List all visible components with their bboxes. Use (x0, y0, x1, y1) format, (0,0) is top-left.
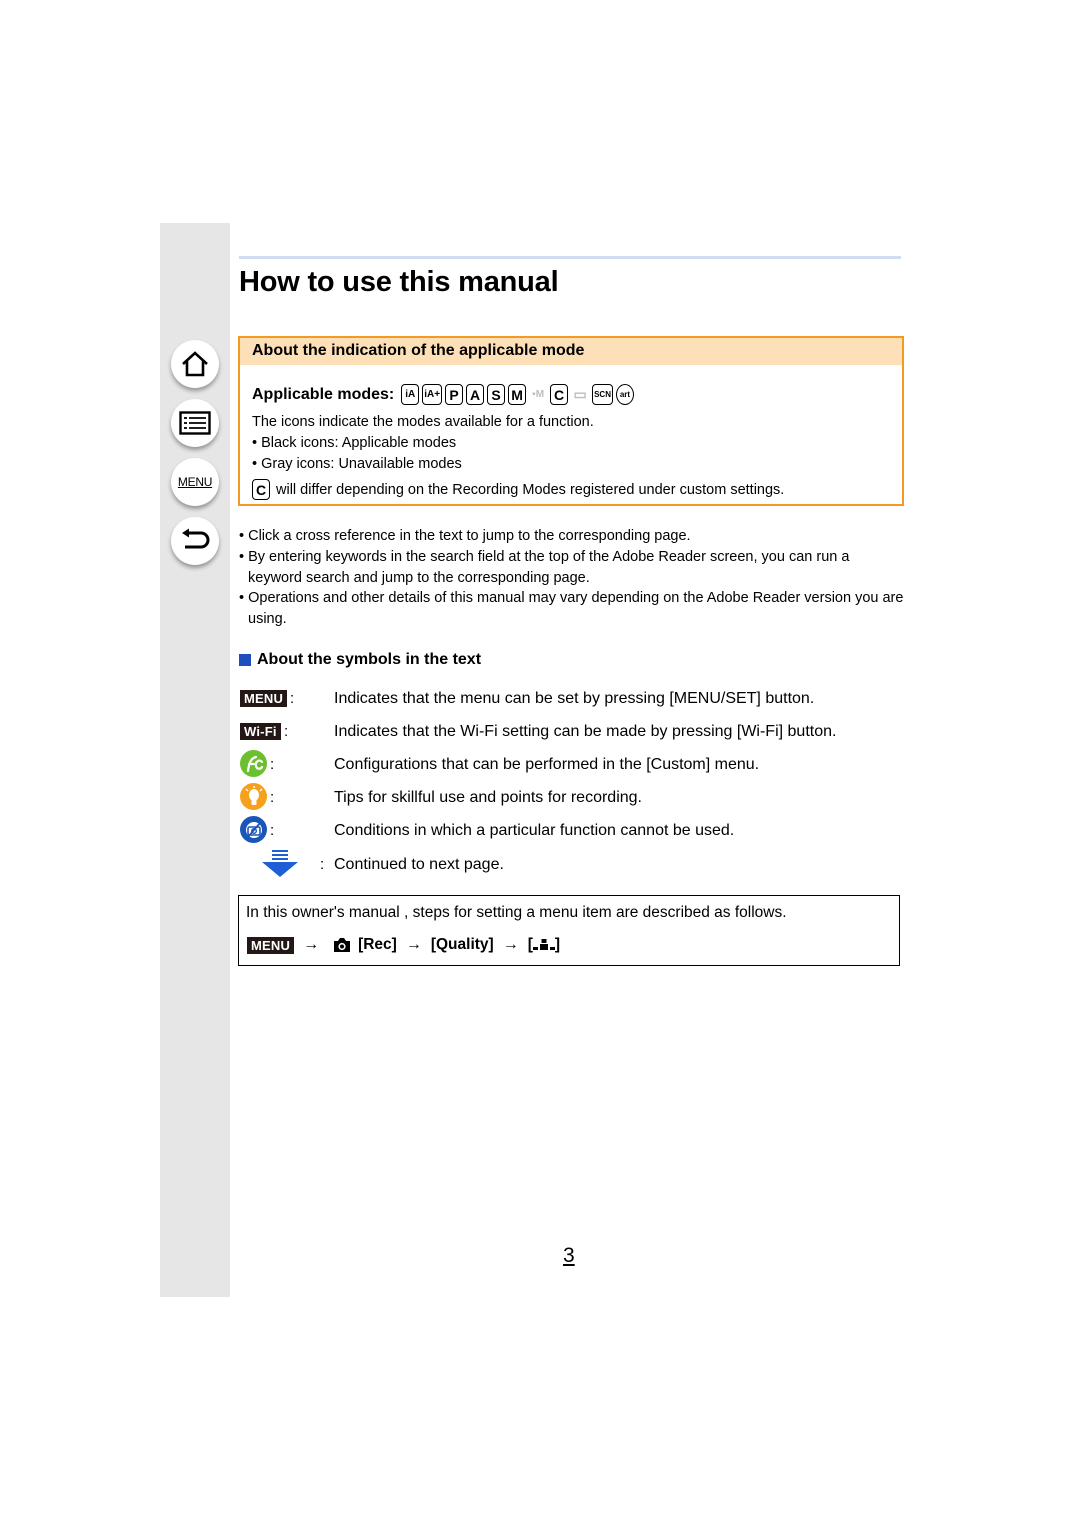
list-item: • By entering keywords in the search field at the top of the Adobe Reader screen, you can run a keyword search and jump to the corresponding page. (239, 548, 850, 586)
home-icon (180, 350, 210, 378)
steps-path (247, 936, 560, 954)
list-item: • Operations and other details of this manual may vary depending on the Adobe Reader version you are using. (239, 590, 904, 628)
mode-s-icon: S (487, 384, 505, 405)
mode-box-heading: About the indication of the applicable mode (240, 338, 902, 365)
cannot-symbol-text: Conditions in which a particular function cannot be used. (334, 822, 735, 839)
symbol-row-cannot (240, 816, 900, 846)
colon: : (320, 856, 325, 873)
mode-m-icon: M (508, 384, 526, 405)
rec-menu-label: [Rec] (358, 936, 397, 953)
mode-a-icon: A (466, 384, 484, 405)
tips-lightbulb-icon (240, 783, 267, 810)
c-mode-note-text: will differ depending on the Recording Modes registered under custom settings. (276, 481, 785, 498)
camera-icon (332, 937, 352, 953)
cannot-use-icon (240, 816, 267, 843)
arrow: → (405, 936, 422, 953)
arrow: → (502, 936, 519, 953)
c-mode-icon: C (252, 479, 270, 500)
symbol-row-custom (240, 750, 900, 780)
gray-icons-note: • Gray icons: Unavailable modes (252, 456, 462, 472)
applicable-modes-label: Applicable modes: (252, 385, 395, 403)
colon: : (270, 756, 275, 773)
applicable-modes-row (252, 384, 637, 405)
tips-symbol-text: Tips for skillful use and points for recording. (334, 789, 642, 806)
continued-arrow-icon (261, 850, 299, 883)
applicable-mode-box (238, 336, 904, 506)
wifi-symbol-text: Indicates that the Wi-Fi setting can be made by pressing [Wi-Fi] button. (334, 723, 837, 740)
back-button[interactable] (171, 517, 219, 565)
symbol-row-menu (240, 684, 900, 714)
page-title: How to use this manual (239, 266, 559, 298)
menu-symbol-text: Indicates that the menu can be set by pressing [MENU/SET] button. (334, 690, 815, 707)
symbol-row-tips (240, 783, 900, 813)
symbol-row-continued (240, 850, 900, 880)
c-mode-note (252, 479, 784, 500)
back-arrow-icon (179, 528, 211, 554)
usage-notes (239, 526, 907, 630)
mode-panorama-icon: ▭ (573, 386, 587, 402)
symbol-row-wifi (240, 717, 900, 747)
quality-bracket-open: [ (527, 936, 533, 953)
symbols-heading (239, 651, 481, 669)
square-bullet-icon (239, 654, 251, 666)
title-rule (239, 256, 901, 259)
mode-c-icon: C (550, 384, 568, 405)
custom-symbol-text: Configurations that can be performed in the [Custom] menu. (334, 756, 760, 773)
quality-bracket-close: ] (554, 936, 561, 953)
wifi-badge-icon: Wi-Fi (240, 723, 281, 740)
mode-creative-icon: art (616, 384, 634, 405)
menu-button-label: MENU (177, 475, 213, 489)
arrow: → (303, 936, 320, 953)
colon: : (290, 690, 295, 707)
menu-steps-box (238, 895, 900, 966)
colon: : (270, 789, 275, 806)
quality-setting-icon (533, 938, 555, 952)
mode-desc: The icons indicate the modes available for a function. (252, 414, 594, 430)
mode-ia-icon: iA (401, 384, 419, 405)
continued-symbol-text: Continued to next page. (334, 856, 504, 873)
custom-menu-icon (240, 750, 267, 777)
mode-p-icon: P (445, 384, 463, 405)
mode-ia-plus-icon: iA+ (422, 384, 442, 405)
home-button[interactable] (171, 340, 219, 388)
menu-badge-icon: MENU (240, 690, 287, 707)
colon: : (284, 723, 289, 740)
mode-movie-m-icon: ▪M (532, 389, 545, 400)
symbols-heading-text: About the symbols in the text (257, 651, 482, 668)
menu-button[interactable] (171, 458, 219, 506)
contents-button[interactable] (171, 399, 219, 447)
black-icons-note: • Black icons: Applicable modes (252, 435, 457, 451)
list-item: • Click a cross reference in the text to jump to the corresponding page. (239, 528, 691, 544)
mode-scn-icon: SCN (592, 384, 613, 405)
colon: : (270, 822, 275, 839)
steps-intro: In this owner's manual , steps for setting a menu item are described as follows. (246, 904, 787, 921)
page-number-link[interactable]: 3 (563, 1244, 575, 1267)
menu-badge-icon: MENU (247, 937, 294, 954)
list-icon (179, 411, 211, 435)
quality-menu-label: [Quality] (430, 936, 494, 953)
